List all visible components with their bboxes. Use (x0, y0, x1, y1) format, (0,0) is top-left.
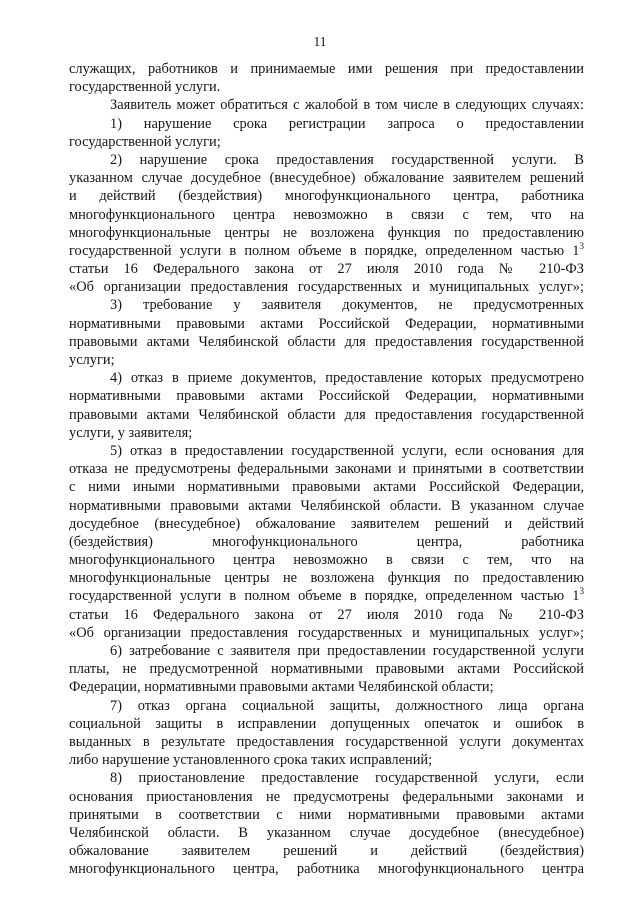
text-line-content: государственной услуги. (69, 79, 221, 96)
text-line-content: 2) нарушение срока предоставления государственной услуги. В (110, 151, 584, 168)
text-line (69, 133, 584, 151)
text-line-content: Заявитель может обратиться с жалобой в том числе в следующих случаях: (110, 97, 584, 114)
text-line (69, 260, 584, 278)
text-line (69, 587, 584, 605)
text-line-content: 3) требование у заявителя документов, не предусмотренных (110, 297, 584, 314)
text-line (69, 606, 584, 624)
text-line-content: многофункционального центра, работника многофункционального центра (69, 861, 584, 878)
text-line (69, 115, 584, 133)
text-line-content: принятыми в соответствии с ними нормативными правовыми актами (69, 806, 584, 823)
text-line (69, 769, 584, 787)
text-line-content: отказа не предусмотрены федеральными законами и принятыми в соответствии (69, 461, 584, 478)
text-line (69, 533, 584, 551)
text-line-content: многофункциональные центры не возложена функция по предоставлению (69, 570, 584, 587)
text-line-content: (бездействия) многофункционального центра, работника (69, 533, 584, 550)
text-line (69, 406, 584, 424)
text-line-content: с ними иными нормативными правовыми актами Российской Федерации, (69, 479, 584, 496)
text-line-content: социальной защиты в исправлении допущенных опечаток и ошибок в (69, 715, 584, 732)
text-line-content: многофункциональные центры не возложена функция по предоставлению (69, 224, 584, 241)
text-line-content: платы, не предусмотренной нормативными правовыми актами Российской (69, 661, 584, 678)
text-line (69, 460, 584, 478)
text-line-content: государственной услуги в полном объеме в порядке, определенном частью 1 (69, 588, 580, 605)
text-line (69, 569, 584, 587)
text-line-content: «Об организации предоставления государственных и муниципальных услуг»; (69, 624, 584, 641)
text-line-content: «Об организации предоставления государственных и муниципальных услуг»; (69, 279, 584, 296)
text-line-content: нормативными правовыми актами Челябинской области. В указанном случае (69, 497, 584, 514)
superscript: 3 (579, 240, 584, 251)
text-line (69, 806, 584, 824)
text-line (69, 78, 584, 96)
text-line (69, 697, 584, 715)
text-line-content: Федерации, нормативными правовыми актами Челябинской области; (69, 679, 494, 696)
text-line-content: многофункционального центра невозможно в связи с тем, что на (69, 552, 584, 569)
text-line (69, 642, 584, 660)
text-line-content: 4) отказ в приеме документов, предоставление которых предусмотрено (110, 370, 584, 387)
document-body (69, 60, 584, 878)
text-line (69, 442, 584, 460)
text-line (69, 788, 584, 806)
text-line (69, 733, 584, 751)
text-line-content: 7) отказ органа социальной защиты, должностного лица органа (110, 697, 584, 714)
text-line-content: услуги; (69, 352, 115, 368)
text-line (69, 169, 584, 187)
text-line (69, 860, 584, 878)
text-line-content: услуги, у заявителя; (69, 424, 193, 441)
text-line-content: либо нарушение установленного срока таких исправлений; (69, 752, 433, 769)
text-line (69, 660, 584, 678)
text-line-content: досудебное (внесудебное) обжалование заявителем решений и действий (69, 515, 584, 532)
text-line (69, 151, 584, 169)
text-line-content: и действий (бездействия) многофункционального центра, работника (69, 188, 584, 205)
text-line (69, 842, 584, 860)
text-line (69, 424, 584, 442)
text-line (69, 497, 584, 515)
text-line (69, 351, 584, 369)
text-line (69, 551, 584, 569)
text-line (69, 242, 584, 260)
text-line-content: 5) отказ в предоставлении государственной услуги, если основания для (110, 442, 584, 459)
text-line-content: основания приостановления не предусмотрены федеральными законами и (69, 788, 584, 805)
text-line-content: статьи 16 Федерального закона от 27 июля 2010 года № 210-ФЗ (69, 606, 584, 623)
text-line (69, 369, 584, 387)
text-line-content: служащих, работников и принимаемые ими решения при предоставлении (69, 61, 584, 77)
text-line (69, 187, 584, 205)
text-line-content: нормативными правовыми актами Российской Федерации, нормативными (69, 388, 584, 405)
text-line-content: 6) затребование с заявителя при предоставлении государственной услуги (110, 643, 584, 659)
text-line-content: 8) приостановление предоставление государственной услуги, если (110, 770, 584, 787)
text-line (69, 678, 584, 696)
text-line (69, 315, 584, 333)
text-line (69, 387, 584, 405)
text-line (69, 296, 584, 314)
text-line-content: правовыми актами Челябинской области для предоставления государственной (69, 406, 584, 423)
text-line-content: нормативными правовыми актами Российской Федерации, нормативными (69, 315, 584, 332)
text-line (69, 278, 584, 296)
text-line (69, 624, 584, 642)
page-number: 11 (313, 34, 327, 49)
text-line (69, 206, 584, 224)
text-line (69, 224, 584, 242)
text-line-content: многофункционального центра невозможно в связи с тем, что на (69, 206, 584, 223)
text-line-content: статьи 16 Федерального закона от 27 июля 2010 года № 210-ФЗ (69, 261, 584, 278)
text-line (69, 60, 584, 78)
text-line-content: правовыми актами Челябинской области для предоставления государственной (69, 333, 584, 350)
text-line (69, 824, 584, 842)
text-line-content: выданных в результате предоставления государственной услуги документах (69, 733, 584, 750)
text-line-content: 1) нарушение срока регистрации запроса о предоставлении (110, 115, 584, 132)
text-line (69, 715, 584, 733)
text-line-content: указанном случае досудебное (внесудебное) обжалование заявителем решений (69, 170, 584, 187)
text-line-content: государственной услуги; (69, 133, 221, 150)
text-line (69, 478, 584, 496)
text-line-content: обжалование заявителем решений и действий (бездействия) (69, 843, 584, 860)
text-line-content: Челябинской области. В указанном случае досудебное (внесудебное) (69, 824, 584, 841)
text-line (69, 515, 584, 533)
text-line (69, 333, 584, 351)
superscript: 3 (579, 586, 584, 597)
text-line (69, 751, 584, 769)
text-line (69, 96, 584, 114)
text-line-content: государственной услуги в полном объеме в порядке, определенном частью 1 (69, 242, 580, 259)
